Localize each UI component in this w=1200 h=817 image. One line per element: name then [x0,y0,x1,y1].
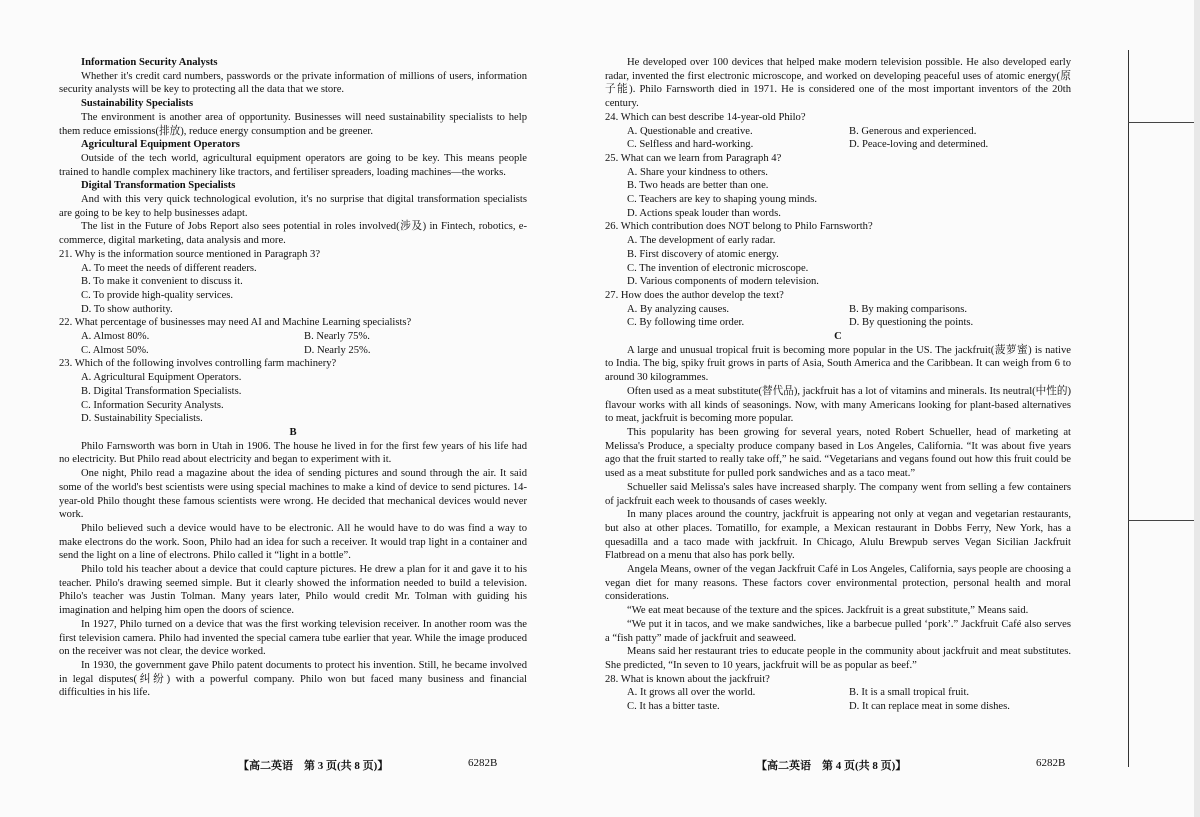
option-text: C. To provide high-quality services. [81,289,234,301]
paragraph: Philo Farnsworth was born in Utah in 1906. The house he lived in for the first few years of his life had no electricity. But Philo read about electricity and began to experiment with it. [59,440,527,466]
paragraph: And with this very quick technological evolution, it's no surprise that digital transformation specialists are going to be key to help businesses adapt. [59,194,527,219]
paragraph: Philo believed such a device would have to be electronic. All he would have to do was find a way to make electrons do the work. Soon, Philo had an idea for such a receiver. It would trap light in a container and send the light on a line of electrons. Philo called it “light in a bottle”. [59,522,527,562]
question: 28. What is known about the jackfruit? [605,673,770,685]
paragraph: In 1930, the government gave Philo patent documents to protect his invention. Still, he became involved in legal disputes(纠纷) with a powerful company. Philo won but faced many business and financial difficulties in his life. [59,659,527,699]
option-text: B. It is a small tropical fruit. [849,687,970,699]
option-text: D. It can replace meat in some dishes. [849,701,1010,713]
paragraph: Schueller said Melissa's sales have increased sharply. The company went from selling a few containers of jackfruit each week to thousands of cases weekly. [605,481,1071,507]
option-text: C. The invention of electronic microscope. [627,262,809,274]
section-heading: Digital Transformation Specialists [81,180,236,192]
paragraph: Philo told his teacher about a device that could capture pictures. He drew a plan for it and gave it to his teacher. Philo's drawing seemed simple. But it clearly showed the information needed to build a television. Philo's teacher was Justin Tolman. Many years later, Philo would credit Mr. Tolman with guiding his imagination and helping him open the doors of science. [59,564,527,617]
option-text: C. Almost 50%. [81,344,149,356]
margin-tick [1128,520,1200,521]
paragraph: Outside of the tech world, agricultural equipment operators are going to be key. This means people trained to handle complex machinery like tractors, and fertiliser spreaders, loading machines—the works. [59,152,527,178]
option-row [627,700,1071,714]
option-text: B. To make it convenient to discuss it. [81,276,243,288]
option-text: A. It grows all over the world. [627,687,756,699]
option-row [627,303,1071,317]
paragraph: “We put it in tacos, and we make sandwiches, like a barbecue pulled ‘pork’.” Jackfruit Café also serves a “fish patty” made of jackfruit and seaweed. [605,618,1071,644]
option-text: B. Nearly 75%. [304,331,370,343]
paragraph: “We eat meat because of the texture and the spices. Jackfruit is a great substitute,” Means said. [627,605,1029,617]
option-text: A. By analyzing causes. [627,303,730,315]
option-text: C. Information Security Analysts. [81,399,224,411]
option-text: D. By questioning the points. [849,317,974,329]
option-text: B. By making comparisons. [849,303,967,315]
paragraph: In 1927, Philo turned on a device that was the first working television receiver. In another room was the first television camera. Philo had invented the special camera tube earlier that year. While the image produced on the receiver was not clear, the device worked. [59,618,527,658]
left-page [59,56,527,700]
option-text: B. Digital Transformation Specialists. [81,385,242,397]
right-footer-label: 【高二英语 第 4 页(共 8 页)】 [756,760,907,772]
paragraph: A large and unusual tropical fruit is becoming more popular in the US. The jackfruit(菠萝蜜) is native to India. The big, spiky fruit grows in parts of Asia, South America and the Caribbean. It can weigh from 6 to around 30 kilogrammes. [605,344,1071,384]
right-footer-code: 6282B [1036,757,1066,769]
option-text: B. Generous and experienced. [849,125,977,137]
option-text: A. To meet the needs of different readers. [81,262,257,274]
binding-margin-line [1128,50,1129,767]
option-text: C. Teachers are key to shaping young minds. [627,194,818,206]
paragraph: Often used as a meat substitute(替代品), jackfruit has a lot of vitamins and minerals. Its neutral(中性的) flavour works with all kinds of seasonings. Now, with many Americans looking for plant-based alternatives to meat, jackfruit is becoming more popular. [605,385,1071,425]
question: 23. Which of the following involves controlling farm machinery? [59,358,337,370]
option-row [81,330,527,344]
section-label: C [834,331,842,343]
option-text: C. Selfless and hard-working. [627,139,754,151]
question: 25. What can we learn from Paragraph 4? [605,152,782,164]
paragraph: He developed over 100 devices that helped make modern television possible. He also developed early radar, invented the first electronic microscope, and worked on developing peaceful uses of atomic energy(原子能). Philo Farnsworth died in 1971. He is considered one of the most important inventors of the 20th century. [605,57,1071,110]
paragraph: The list in the Future of Jobs Report also sees potential in roles involved(涉及) in Fintech, robotics, e-commerce, digital marketing, data analysis and more. [59,221,527,247]
section-heading: Agricultural Equipment Operators [81,139,240,151]
option-text: A. The development of early radar. [627,235,776,247]
section-heading: Sustainability Specialists [81,98,194,110]
option-text: B. First discovery of atomic energy. [627,248,779,260]
left-footer-code: 6282B [468,757,498,769]
option-row [627,125,1071,139]
option-text: D. To show authority. [81,303,173,315]
option-text: A. Agricultural Equipment Operators. [81,372,242,384]
left-footer-label: 【高二英语 第 3 页(共 8 页)】 [238,760,389,772]
option-text: D. Sustainability Specialists. [81,413,203,425]
paragraph: One night, Philo read a magazine about the idea of sending pictures and sound through the air. It said some of the world's best scientists were using special machines to make a kind of device to send pictures. 14-year-old Philo thought these famous scientists were wrong. He decided that mechanical devices would never work. [59,468,527,521]
question: 27. How does the author develop the text? [605,289,784,301]
option-row [81,344,527,358]
option-text: D. Various components of modern television. [627,276,819,288]
question: 22. What percentage of businesses may need AI and Machine Learning specialists? [59,317,412,329]
option-text: C. It has a bitter taste. [627,701,720,713]
paragraph: Angela Means, owner of the vegan Jackfruit Café in Los Angeles, California, says people are choosing a vegan diet for many reasons. These factors cover environmental protection, personal health and moral considerations. [605,564,1071,603]
question: 26. Which contribution does NOT belong to Philo Farnsworth? [605,221,873,233]
option-text: D. Actions speak louder than words. [627,207,781,219]
option-row [627,686,1071,700]
option-text: D. Peace-loving and determined. [849,139,989,151]
option-text: C. By following time order. [627,317,745,329]
paragraph: Whether it's credit card numbers, passwords or the private information of millions of users, information security analysts will be key to protecting all the data that we store. [59,70,527,96]
section-label: B [289,426,297,438]
section-heading: Information Security Analysts [81,57,218,68]
paragraph: This popularity has been growing for several years, noted Robert Schueller, head of marketing at Melissa's Produce, a specialty produce company based in Los Angeles, California. “It was about five years ago that the fruit started to really take off,” he said. “Vegetarians and vegans found out how this fruit could be used as a meat substitute for pulled pork sandwiches and as a taco meat.” [605,426,1071,480]
paragraph: In many places around the country, jackfruit is appearing not only at vegan and vegetarian restaurants, but also at other places. Tomatillo, for example, a Mexican restaurant in Dobbs Ferry, New York, has a quesadilla and a taco made with jackfruit. In Chicago, Alulu Brewpub serves Vegan Sicilian Jackfruit Flatbread on a menu that also has pork belly. [605,509,1071,562]
margin-tick [1128,122,1200,123]
paragraph: Means said her restaurant tries to educate people in the community about jackfruit and meat substitutes. She predicted, “In seven to 10 years, jackfruit will be as popular as beef.” [605,646,1071,671]
option-text: A. Questionable and creative. [627,125,753,137]
option-text: A. Almost 80%. [81,331,150,343]
option-text: B. Two heads are better than one. [627,180,769,192]
question: 21. Why is the information source mentioned in Paragraph 3? [59,248,321,260]
paragraph: The environment is another area of opportunity. Businesses will need sustainability specialists to help them reduce emissions(排放), reduce energy consumption and be greener. [59,111,527,137]
right-page [605,56,1071,714]
option-row [627,316,1071,330]
option-text: A. Share your kindness to others. [627,166,768,178]
option-row [627,138,1071,152]
page-edge [1194,0,1200,817]
option-text: D. Nearly 25%. [304,344,371,356]
question: 24. Which can best describe 14-year-old Philo? [605,111,806,123]
